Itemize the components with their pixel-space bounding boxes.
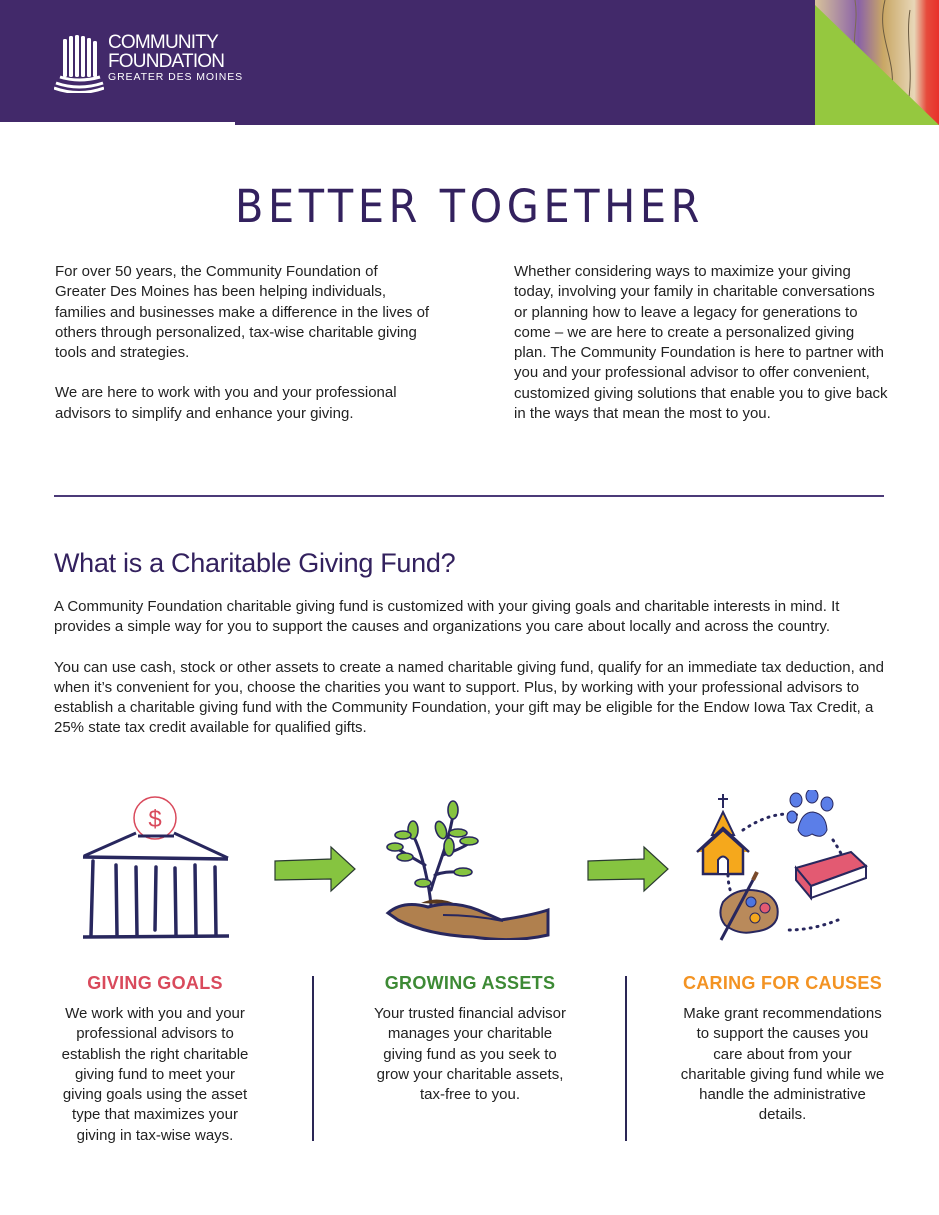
logo-line-2: FOUNDATION — [108, 51, 225, 72]
page-title: BETTER TOGETHER — [235, 180, 704, 233]
column-pillar-logo-icon — [54, 33, 104, 93]
arrow-right-icon — [586, 845, 670, 895]
step-giving-goals — [55, 973, 255, 1146]
step-title: GIVING GOALS — [87, 973, 223, 993]
hand-with-sprout-icon — [387, 801, 548, 940]
logo-line-3: GREATER DES MOINES — [108, 71, 244, 83]
intro-right-paragraph-1: Whether considering ways to maximize your giving today, involving your family in charitable conversations or planning how to leave a legacy for generations to come – we are here to create a personalized giving plan. The Community Foundation is here to partner with you and your professional advisor to offer convenient, customized giving solutions that enable you to give back in the ways that mean the most to you. — [514, 263, 888, 423]
column-divider — [312, 976, 314, 1141]
intro-left-column — [55, 262, 430, 444]
paw-icon — [787, 790, 833, 836]
logo-line-1: COMMUNITY — [108, 32, 218, 53]
section-divider — [54, 495, 884, 497]
step-title: GROWING ASSETS — [384, 973, 556, 993]
svg-text:$: $ — [148, 806, 162, 833]
foundation-logo[interactable] — [54, 33, 243, 93]
step-growing-assets — [368, 973, 572, 1105]
watercolor-art-corner — [815, 0, 939, 125]
step-caring-for-causes — [680, 973, 885, 1126]
bank-with-coin-icon — [80, 795, 232, 940]
step-description: Your trusted financial advisor manages your charitable giving fund as you seek to grow your charitable assets, tax-free to you. — [373, 1005, 567, 1104]
causes-cycle-icon — [693, 790, 873, 950]
process-illustrations — [0, 780, 939, 960]
header-edge — [0, 122, 235, 125]
intro-right-column — [514, 262, 889, 444]
church-icon — [697, 794, 749, 874]
section-heading: What is a Charitable Giving Fund? — [54, 548, 456, 578]
intro-left-paragraph-1: For over 50 years, the Community Foundation of Greater Des Moines has been helping individuals, families and businesses make a difference in the lives of others through personalized, tax-wise charitable giving tools and strategies. — [55, 263, 430, 362]
section-body — [54, 597, 894, 759]
step-description: We work with you and your professional advisors to establish the right charitable giving fund to meet your giving goals using the asset type that maximizes your giving in tax-wise ways. — [61, 1005, 249, 1144]
book-icon — [796, 852, 866, 898]
header-banner — [0, 0, 939, 125]
column-divider — [625, 976, 627, 1141]
step-title: CARING FOR CAUSES — [682, 973, 883, 993]
section-paragraph-2: You can use cash, stock or other assets to create a named charitable giving fund, qualify for an immediate tax deduction, and when it’s convenient for you, choose the charities you want to support. Plus, by working with your professional advisors to establish a charitable giving fund with the Community Foundation, your gift may be eligible for the Endow Iowa Tax Credit, a 25% state tax credit available for qualified gifts. — [54, 658, 884, 737]
section-paragraph-1: A Community Foundation charitable giving fund is customized with your giving goals and charitable interests in mind. It provides a simple way for you to support the causes and organizations you care about locally and across the country. — [54, 598, 840, 636]
arrow-right-icon — [273, 845, 357, 895]
intro-left-paragraph-2: We are here to work with you and your professional advisors to simplify and enhance your giving. — [55, 384, 397, 422]
step-description: Make grant recommendations to support the causes you care about from your charitable giving fund while we handle the administrative details. — [680, 1005, 885, 1124]
